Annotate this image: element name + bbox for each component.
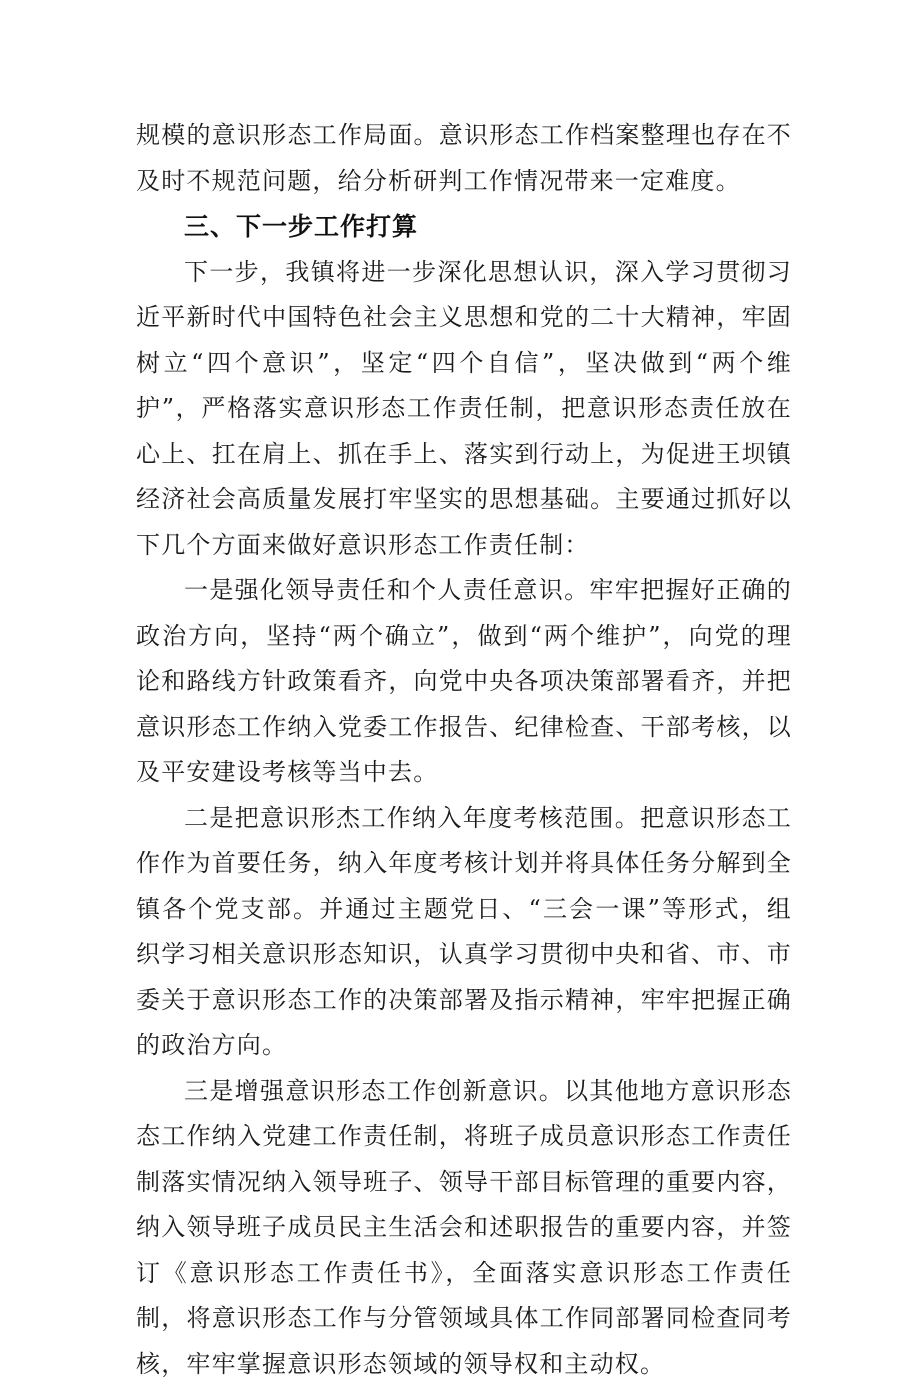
document-body bbox=[136, 113, 792, 1387]
paragraph-item-one: 一是强化领导责任和个人责任意识。牢牢把握好正确的政治方向，坚持“两个确立”，做到“两个维护”，向党的理论和路线方针政策看齐，向党中央各项决策部署看齐，并把意识形态工作纳入党委工作报告、纪律检查、干部考核，以及平安建设考核等当中去。 bbox=[136, 568, 792, 796]
paragraph-item-three: 三是增强意识形态工作创新意识。以其他地方意识形态态工作纳入党建工作责任制，将班子成员意识形态工作责任制落实情况纳入领导班子、领导干部目标管理的重要内容，纳入领导班子成员民主生活会和述职报告的重要内容，并签订《意识形态工作责任书》，全面落实意识形态工作责任制，将意识形态工作与分管领域具体工作同部署同检查同考核，牢牢掌握意识形态领域的领导权和主动权。 bbox=[136, 1069, 792, 1387]
paragraph-next-steps: 下一步，我镇将进一步深化思想认识，深入学习贯彻习近平新时代中国特色社会主义思想和党的二十大精神，牢固树立“四个意识”，坚定“四个自信”，坚决做到“两个维护”，严格落实意识形态工作责任制，把意识形态责任放在心上、扛在肩上、抓在手上、落实到行动上，为促进王坝镇经济社会高质量发展打牢坚实的思想基础。主要通过抓好以下几个方面来做好意识形态工作责任制： bbox=[136, 250, 792, 569]
section-heading: 三、下一步工作打算 bbox=[136, 204, 792, 250]
paragraph-item-two: 二是把意识形杰工作纳入年度考核范围。把意识形态工作作为首要任务，纳入年度考核计划并将具体任务分解到全镇各个党支部。并通过主题党日、“三会一课”等形式，组织学习相关意识形态知识，认真学习贯彻中央和省、市、市委关于意识形态工作的决策部署及指示精神，牢牢把握正确的政治方向。 bbox=[136, 796, 792, 1069]
paragraph-continuation: 规模的意识形态工作局面。意识形态工作档案整理也存在不及时不规范问题，给分析研判工作情况带来一定难度。 bbox=[136, 113, 792, 204]
